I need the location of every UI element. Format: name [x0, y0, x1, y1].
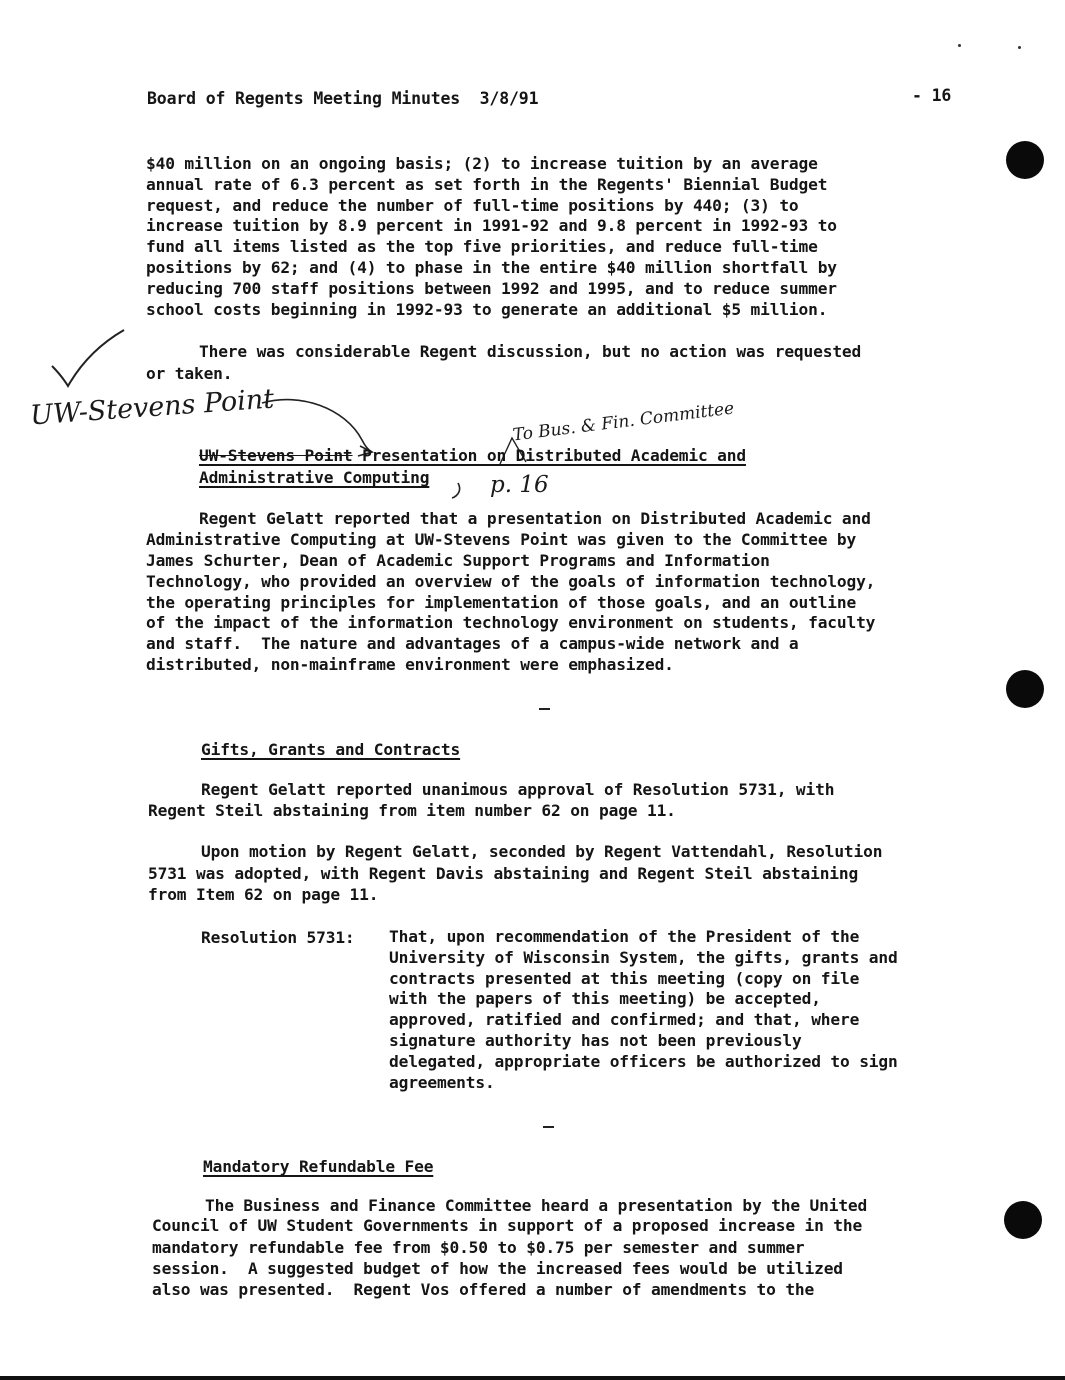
discussion-line: or taken.	[146, 364, 233, 383]
fee-line: Council of UW Student Governments in support of a proposed increase in the	[152, 1216, 863, 1235]
gifts-line: Regent Steil abstaining from item number 62 on page 11.	[148, 801, 676, 820]
budget-line: annual rate of 6.3 percent as set forth in the Regents' Biennial Budget	[146, 175, 828, 194]
arrow-icon	[262, 400, 372, 452]
fee-line: also was presented. Regent Vos offered a number of amendments to the	[152, 1280, 815, 1299]
presentation-line: of the impact of the information technology environment on students, faculty	[146, 613, 876, 632]
handwritten-note: p. 16	[490, 472, 549, 498]
resolution-label: Resolution 5731:	[201, 928, 355, 947]
struck-heading-text: UW-Stevens Point	[199, 446, 353, 465]
page-number: - 16	[912, 86, 952, 105]
presentation-line: Administrative Computing at UW-Stevens Point was given to the Committee by	[146, 530, 857, 549]
resolution-line: approved, ratified and confirmed; and that, where	[389, 1010, 860, 1029]
resolution-line: University of Wisconsin System, the gifts, grants and	[389, 948, 898, 967]
gifts-line: Regent Gelatt reported unanimous approval of Resolution 5731, with	[201, 780, 835, 799]
presentation-line: James Schurter, Dean of Academic Support Programs and Information	[146, 551, 770, 570]
presentation-line: distributed, non-mainframe environment were emphasized.	[146, 655, 674, 674]
budget-line: request, and reduce the number of full-time positions by 440; (3) to	[146, 196, 799, 215]
binder-hole	[1006, 670, 1044, 708]
resolution-line: agreements.	[389, 1073, 495, 1092]
presentation-line: Technology, who provided an overview of the goals of information technology,	[146, 572, 876, 591]
presentation-line: and staff. The nature and advantages of a campus-wide network and a	[146, 634, 799, 653]
budget-line: school costs beginning in 1992-93 to generate an additional $5 million.	[146, 300, 828, 319]
section-divider	[539, 708, 550, 710]
scan-edge	[0, 1376, 1065, 1380]
budget-line: $40 million on an ongoing basis; (2) to increase tuition by an average	[146, 154, 818, 173]
section-heading: Mandatory Refundable Fee	[203, 1157, 434, 1176]
resolution-line: with the papers of this meeting) be accepted,	[389, 989, 821, 1008]
resolution-line: signature authority has not been previously	[389, 1031, 802, 1050]
fee-line: session. A suggested budget of how the increased fees would be utilized	[152, 1259, 843, 1278]
resolution-line: contracts presented at this meeting (copy on file	[389, 969, 860, 988]
handwritten-note: UW-Stevens Point	[29, 383, 276, 432]
section-heading: UW-Stevens Point Presentation on Distributed Academic and	[199, 446, 746, 465]
budget-line: positions by 62; and (4) to phase in the entire $40 million shortfall by	[146, 258, 837, 277]
budget-line: fund all items listed as the top five priorities, and reduce full-time	[146, 237, 818, 256]
fee-line: mandatory refundable fee from $0.50 to $0.75 per semester and summer	[152, 1238, 805, 1257]
section-heading: Administrative Computing	[199, 468, 430, 487]
page-header-title: Board of Regents Meeting Minutes 3/8/91	[147, 89, 539, 108]
binder-hole	[1004, 1201, 1042, 1239]
gifts-line: 5731 was adopted, with Regent Davis abstaining and Regent Steil abstaining	[148, 864, 859, 883]
section-heading: Gifts, Grants and Contracts	[201, 740, 461, 759]
section-divider	[543, 1126, 554, 1128]
fee-line: The Business and Finance Committee heard a presentation by the United	[205, 1196, 868, 1215]
gifts-line: Upon motion by Regent Gelatt, seconded by Regent Vattendahl, Resolution	[201, 842, 883, 861]
presentation-line: Regent Gelatt reported that a presentation on Distributed Academic and	[199, 509, 871, 528]
budget-line: reducing 700 staff positions between 1992 and 1995, and to reduce summer	[146, 279, 837, 298]
checkmark-icon	[52, 330, 124, 386]
resolution-line: delegated, appropriate officers be authorized to sign	[389, 1052, 898, 1071]
bracket-mark	[452, 483, 460, 498]
handwritten-note: To Bus. & Fin. Committee	[511, 398, 736, 446]
presentation-line: the operating principles for implementation of those goals, and an outline	[146, 593, 857, 612]
discussion-line: There was considerable Regent discussion, but no action was requested	[199, 342, 862, 361]
resolution-line: That, upon recommendation of the President of the	[389, 927, 860, 946]
gifts-line: from Item 62 on page 11.	[148, 885, 379, 904]
budget-line: increase tuition by 8.9 percent in 1991-92 and 9.8 percent in 1992-93 to	[146, 216, 837, 235]
